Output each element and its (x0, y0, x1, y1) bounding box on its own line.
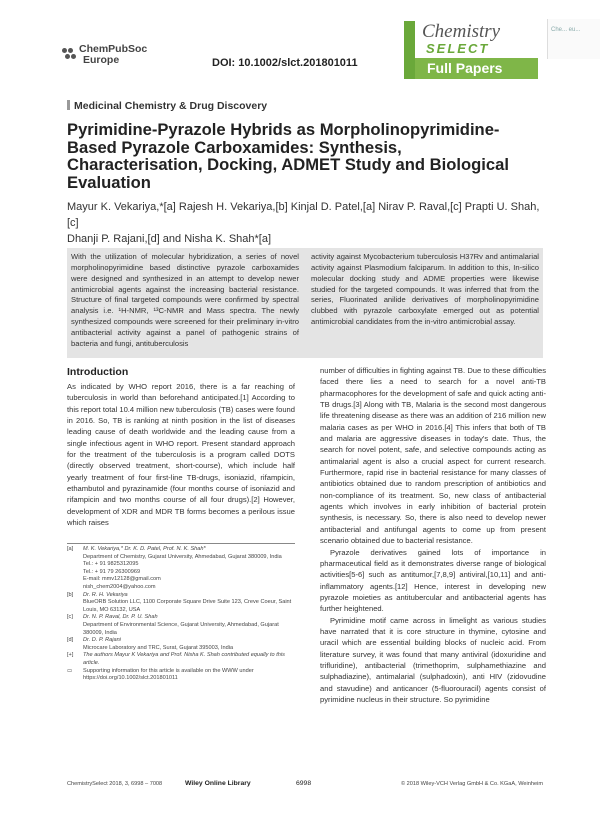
citation: ChemistrySelect 2018, 3, 6998 – 7008 (67, 781, 163, 787)
cover-thumbnail (547, 19, 600, 59)
authors-line-1: Mayur K. Vekariya,*[a] Rajesh H. Vekariya,[b] Kinjal D. Patel,[a] Nirav P. Raval,[c] Prapti U. Shah,[c] (67, 201, 540, 229)
copyright: © 2018 Wiley-VCH Verlag GmbH & Co. KGaA, Weinheim (400, 781, 543, 787)
footnote-line: Dr. D. P. Rajani (83, 637, 121, 644)
publisher-logo-top: ChemPubSoc (79, 43, 148, 55)
footnote-key: [b] (67, 591, 74, 598)
chempubsoc-dots-icon (62, 48, 76, 62)
footnote-line: Dr. N. P. Raval, Dr. P. U. Shah (83, 614, 158, 621)
intro-paragraph-2: number of difficulties in fighting against TB. Due to these difficulties faced there lies a need to search for a novel anti-TB pharmacophores for the development of safe and quick acting anti-TB drugs.[3] Along with TB, Malaria is the second most dangerous life threatening disease as there was an addition of 216 million new malaria cases as per WHO in 2016.[4] This infers that both of TB and malaria are aggressive diseases in today's date. Thus, the search for novel potent, safe, and selective compounds acting as antimalarial agent is also a crucial aspect for current research. Furthermore, rapid rise in bacterial resistance for many classes of antibiotics obtained due to random prescription of antibiotics and non-compliance of its treatment. So, new class of antibacterial agents which involves in early inhibition of bacterial protein synthesis, is necessary. So, there is also need to develop newer antibacterial and antifungal agents to come up from present scenario obtained due to bacterial resistance. (320, 366, 546, 546)
footnote-item (67, 637, 295, 652)
footnote-item (67, 592, 295, 615)
intro-paragraph-3: Pyrazole derivatives gained lots of importance in pharmaceutical field as it demonstrates diverse range of biological activities[5-6] such as antitumor,[7,8,9] antiviral,[10,11] and anti-inflammatory agents.[12] Hence, interest in developing new pyrazole moieties as antitubercular and antibacterial agents has further heightened. (320, 547, 546, 614)
section-tag (67, 100, 267, 112)
footnote-line: Tel.: + 91 9825312095 (83, 561, 139, 568)
wiley-online-library-link[interactable]: Wiley Online Library (185, 780, 251, 787)
footnote-line: Dr. R. H. Vekariya (83, 591, 128, 598)
footnote-line: Tel.: + 91 79 26300969 (83, 568, 141, 575)
footnote-line: The authors Mayur K Vekariya and Prof. Nisha K. Shah contributed equally to this article. (83, 652, 285, 666)
footnote-item (67, 546, 295, 592)
article-title: Pyrimidine-Pyrazole Hybrids as Morpholinopyrimidine-Based Pyrazole Carboxamides: Synthesis, Characterisation, Docking, ADMET Study and Biological Evaluation (67, 120, 509, 192)
footnote-item (67, 668, 295, 683)
doi-link[interactable]: DOI: 10.1002/slct.201801011 (212, 57, 358, 69)
journal-section: Full Papers (427, 60, 503, 76)
footnote-item (67, 652, 295, 667)
footnote-body (83, 637, 233, 652)
footnote-line: E-mail: mmv12128@gmail.com (83, 576, 161, 583)
footnote-line: BlueORB Solution LLC, 1100 Corporate Square Drive Suite 123, Creve Coeur, Saint Louis, MO 63132, USA (83, 599, 292, 613)
footnote-body (83, 668, 295, 683)
footnote-body (83, 546, 282, 592)
introduction-heading: Introduction (67, 366, 129, 378)
abstract-box (67, 248, 543, 358)
footnote-body (83, 592, 295, 615)
journal-name: Chemistry (422, 21, 501, 42)
footnote-line: Microcare Laboratory and TRC, Surat, Gujarat 395003, India (83, 644, 234, 651)
footnote-line: Department of Chemistry, Gujarat University, Ahmedabad, Gujarat 380009, India (83, 553, 282, 560)
abstract-right: activity against Mycobacterium tuberculosis H37Rv and antimalarial activity against Plasmodium falciparum. In addition to this, In-silico molecular docking study and ADME properties were likewise studied for the targeted compounds. It was inferred that from the series, Fluorinated anilide derivatives of morpholinopyrimidine clubbed with pyrazole carboxylate emerged out as potential antimicrobial candidates from the in-vitro antimicrobial assay. (311, 252, 539, 327)
authors-line-2: Dhanji P. Rajani,[d] and Nisha K. Shah*[a] (67, 233, 272, 245)
abstract-left: With the utilization of molecular hybridization, a series of novel morpholinopyrimidine based distinctive pyrazole carboxamides were designed and synthesized in an attempt to develop newer antimicrobial agents against the increasing bacterial resistance. Structure of final targeted compounds were confirmed by spectral analysis i.e. ¹H-NMR, ¹³C-NMR and Mass spectra. The newly synthesized compounds were screened for their preliminary in-vitro antibacterial activity against a panel of pathogenic strains of bacteria and fungi, antituberculosis (71, 252, 299, 348)
footnote-key: [+] (67, 652, 74, 659)
body-column-left (67, 381, 295, 528)
footnote-key: [a] (67, 546, 74, 552)
footnote-body (83, 652, 295, 667)
author-list (67, 199, 547, 247)
footnote-key: ▭ (67, 667, 73, 674)
page-number: 6998 (296, 780, 312, 787)
journal-badge (404, 21, 538, 79)
chempubsoc-logo (62, 44, 152, 74)
footnote-line: Supporting information for this article is available on the WWW under https://doi.org/10.1002/slct.201801011 (83, 667, 254, 682)
footnote-line: M. K. Vekariya,* Dr. K. D. Patel, Prof. N. K. Shah* (83, 546, 206, 552)
publisher-logo-bottom: Europe (83, 54, 120, 66)
intro-paragraph-4: Pyrimidine motif came across in limelight as various studies have narrated that it is core structure in thymine, cytosine and uracil which are essential building blocks of nucleic acid. From literature survey, it was found that many antiviral (idoxuridine and trifluridine), antibacterial (trimethoprim, sulphamethiazine and sulphadiazine), antimalarial (sulphadoxin), anti HIV (zidovudine and stavudine) and anticancer (5-fluorouracil) agents consist of pyrimidine nucleus in their structure. So pyrimidine (320, 615, 546, 704)
footnote-key: [d] (67, 637, 74, 644)
footnote-line: Department of Environmental Science, Gujarat University, Ahmedabad, Gujarat 380009, India (83, 621, 279, 636)
footnote-divider (67, 543, 295, 544)
footnote-body (83, 614, 295, 637)
footnote-item (67, 614, 295, 637)
footnote-line: nish_chem2004@yahoo.com (83, 583, 156, 590)
cover-thumb-text: Che... eu... (551, 27, 581, 33)
section-label: Medicinal Chemistry & Drug Discovery (74, 100, 268, 112)
journal-sub: SELECT (426, 41, 490, 56)
footnote-key: [c] (67, 614, 73, 621)
footnotes (67, 546, 295, 683)
body-column-right (320, 365, 546, 705)
intro-paragraph-1: As indicated by WHO report 2016, there is a far reaching of tuberculosis in world than beforehand anticipated.[1] According to this report total 10.4 million new tuberculosis (TB) cases were found in 2016. So, TB is ranking at ninth position in the list of diseases leading cause of death worldwide and the leading cause from a single infectious agent in WHO report. Present standard approach for the treatment of the tuberculosis is a program called DOTS (directly observed treatment, short-course), which include half yearly treatment of four first-line TB-drugs, isoniazid, rifampicin, ethambutol and pyrazinamide (four months course of isoniazid and rifampicin and two months course of all four drugs).[2] However, development of XDR and MDR TB forms becomes a perilous issue which raises (67, 382, 295, 528)
